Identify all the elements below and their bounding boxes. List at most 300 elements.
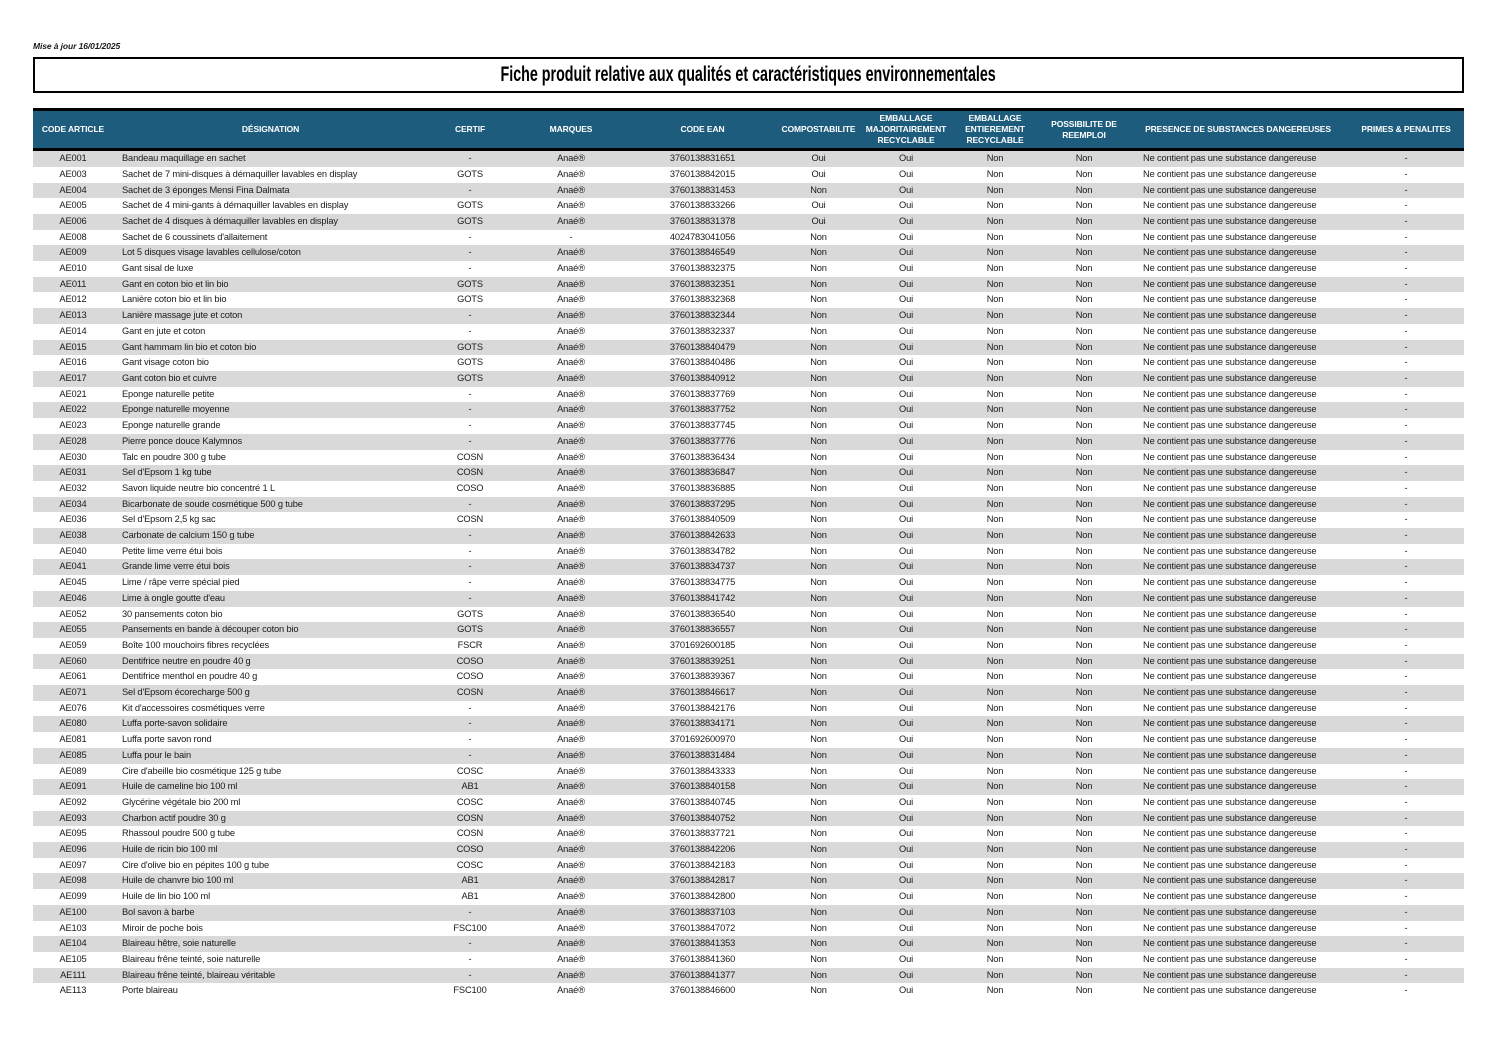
table-row — [33, 497, 1464, 513]
table-cell: Oui — [898, 278, 914, 289]
table-cell: - — [1404, 420, 1408, 431]
table-cell: Non — [986, 608, 1004, 619]
table-row — [33, 324, 1464, 340]
table-row — [33, 889, 1464, 905]
table-cell: - — [1404, 278, 1408, 289]
table-cell: Anaé® — [557, 922, 585, 933]
table-cell: AE052 — [59, 608, 87, 619]
table-cell: FSCR — [457, 639, 483, 650]
table-cell: Oui — [898, 577, 914, 588]
table-cell: - — [468, 749, 472, 760]
table-cell: Non — [1075, 294, 1093, 305]
table-cell: Non — [810, 372, 827, 383]
table-cell: Oui — [811, 153, 826, 164]
table-cell: Oui — [898, 671, 914, 682]
table-cell: Non — [1075, 765, 1093, 776]
table-cell: Huile de chanvre bio 100 ml — [122, 875, 234, 886]
table-cell: AE034 — [59, 498, 87, 509]
table-cell: Oui — [898, 420, 914, 431]
table-cell: Non — [810, 545, 827, 556]
table-cell: Oui — [898, 184, 914, 195]
table-cell: - — [468, 530, 472, 541]
table-cell: Non — [810, 498, 827, 509]
table-cell: Non — [1075, 514, 1093, 525]
table-cell: AE093 — [59, 812, 87, 823]
table-cell: Oui — [898, 844, 914, 855]
table-cell: Huile de ricin bio 100 ml — [122, 844, 218, 855]
table-cell: - — [468, 498, 472, 509]
table-cell: Anaé® — [557, 844, 585, 855]
table-cell: AE071 — [59, 687, 87, 698]
table-cell: Oui — [898, 702, 914, 713]
table-cell: - — [1404, 310, 1408, 321]
table-cell: AE004 — [59, 184, 87, 195]
table-cell: Non — [810, 420, 827, 431]
table-cell: Ne contient pas une substance dangereuse — [1143, 608, 1317, 619]
table-cell: Gant coton bio et cuivre — [122, 372, 217, 383]
table-cell: 3760138836847 — [669, 467, 736, 478]
table-cell: Eponge naturelle petite — [122, 388, 215, 399]
table-cell: Gant hammam lin bio et coton bio — [122, 341, 257, 352]
table-cell: GOTS — [457, 341, 483, 352]
table-cell: Ne contient pas une substance dangereuse — [1143, 734, 1317, 745]
table-cell: Ne contient pas une substance dangereuse — [1143, 796, 1317, 807]
table-cell: AE015 — [59, 341, 87, 352]
table-row — [33, 292, 1464, 308]
table-cell: - — [468, 420, 472, 431]
table-cell: Ne contient pas une substance dangereuse — [1143, 844, 1317, 855]
table-cell: Ne contient pas une substance dangereuse — [1143, 639, 1317, 650]
table-cell: Non — [986, 812, 1004, 823]
table-cell: Non — [1075, 875, 1093, 886]
table-cell: Anaé® — [557, 875, 585, 886]
table-cell: AE113 — [59, 985, 87, 996]
table-cell: Ne contient pas une substance dangereuse — [1143, 404, 1317, 415]
table-cell: Sachet de 4 mini-gants à démaquiller lavables en display — [122, 200, 349, 211]
table-cell: - — [1404, 624, 1408, 635]
table-cell: Non — [1075, 844, 1093, 855]
table-cell: Non — [986, 168, 1004, 179]
table-row — [33, 559, 1464, 575]
table-cell: - — [1404, 922, 1408, 933]
table-cell: Ne contient pas une substance dangereuse — [1143, 514, 1317, 525]
table-cell: Non — [810, 639, 827, 650]
table-cell: Ne contient pas une substance dangereuse — [1143, 577, 1317, 588]
table-cell: AE061 — [59, 671, 87, 682]
table-cell: - — [1404, 435, 1408, 446]
table-cell: Non — [986, 435, 1004, 446]
table-row — [33, 669, 1464, 685]
table-cell: Non — [810, 467, 827, 478]
table-cell: Charbon actif poudre 30 g — [122, 812, 226, 823]
table-cell: Huile de cameline bio 100 ml — [122, 781, 238, 792]
table-cell: Dentifrice menthol en poudre 40 g — [122, 671, 258, 682]
column-header-0: CODE ARTICLE — [33, 110, 113, 150]
table-cell: Non — [986, 859, 1004, 870]
table-cell: Luffa porte savon rond — [122, 734, 212, 745]
table-cell: Non — [1075, 969, 1093, 980]
table-cell: AE006 — [59, 215, 87, 226]
table-cell: Anaé® — [557, 592, 585, 603]
table-cell: Non — [986, 341, 1004, 352]
table-cell: GOTS — [457, 215, 483, 226]
table-cell: - — [1404, 859, 1408, 870]
table-cell: AE080 — [59, 718, 87, 729]
table-cell: Oui — [898, 875, 914, 886]
table-cell: Oui — [898, 655, 914, 666]
table-cell: Non — [986, 749, 1004, 760]
table-cell: Anaé® — [557, 859, 585, 870]
table-cell: Oui — [898, 891, 914, 902]
table-cell: AE005 — [59, 200, 87, 211]
table-cell: Non — [810, 435, 827, 446]
table-row — [33, 371, 1464, 387]
table-cell: Anaé® — [557, 577, 585, 588]
table-cell: - — [1404, 168, 1408, 179]
table-cell: Non — [810, 765, 827, 776]
table-cell: Pierre ponce douce Kalymnos — [122, 435, 242, 446]
table-cell: Non — [810, 687, 827, 698]
table-cell: - — [1404, 153, 1408, 164]
table-cell: Non — [810, 482, 827, 493]
table-cell: Sel d'Epsom écorecharge 500 g — [122, 687, 250, 698]
table-row — [33, 198, 1464, 214]
table-cell: AE031 — [59, 467, 87, 478]
table-cell: - — [1404, 906, 1408, 917]
table-cell: Anaé® — [557, 749, 585, 760]
table-cell: Ne contient pas une substance dangereuse — [1143, 498, 1317, 509]
table-cell: AE105 — [59, 954, 87, 964]
table-cell: Ne contient pas une substance dangereuse — [1143, 325, 1317, 336]
table-cell: Oui — [898, 153, 914, 164]
table-cell: Sachet de 7 mini-disques à démaquiller lavables en display — [122, 168, 358, 179]
table-cell: Ne contient pas une substance dangereuse — [1143, 420, 1317, 431]
table-cell: Ne contient pas une substance dangereuse — [1143, 278, 1317, 289]
table-row — [33, 261, 1464, 277]
table-cell: Non — [810, 985, 827, 996]
table-cell: - — [1404, 687, 1408, 698]
table-cell: Bandeau maquillage en sachet — [122, 153, 246, 164]
table-cell: - — [1404, 561, 1408, 572]
table-cell: Gant sisal de luxe — [122, 263, 194, 274]
table-cell: - — [468, 592, 472, 603]
table-cell: 3760138842183 — [669, 859, 736, 870]
table-cell: - — [468, 577, 472, 588]
table-cell: Non — [986, 388, 1004, 399]
table-cell: Non — [986, 891, 1004, 902]
table-cell: GOTS — [457, 357, 483, 368]
table-cell: - — [569, 231, 573, 242]
table-row — [33, 654, 1464, 670]
table-cell: AE091 — [59, 781, 87, 792]
table-cell: AE022 — [59, 404, 87, 415]
table-cell: Non — [1075, 467, 1093, 478]
table-cell: Oui — [898, 247, 914, 258]
table-cell: AE038 — [59, 530, 87, 541]
table-cell: Non — [810, 702, 827, 713]
table-cell: - — [1404, 781, 1408, 792]
table-row — [33, 528, 1464, 544]
table-cell: COSN — [456, 828, 484, 839]
table-cell: Oui — [898, 404, 914, 415]
table-cell: Non — [986, 215, 1004, 226]
table-row — [33, 591, 1464, 607]
table-cell: - — [1404, 451, 1408, 462]
table-cell: Non — [810, 577, 827, 588]
table-cell: Non — [1075, 655, 1093, 666]
table-cell: Dentifrice neutre en poudre 40 g — [122, 655, 251, 666]
table-cell: 3760138837769 — [669, 388, 736, 399]
table-cell: Non — [1075, 702, 1093, 713]
table-cell: Oui — [898, 954, 914, 964]
table-cell: Non — [1075, 420, 1093, 431]
table-cell: - — [1404, 765, 1408, 776]
table-cell: Oui — [898, 734, 914, 745]
table-cell: Non — [986, 153, 1004, 164]
table-cell: - — [1404, 184, 1408, 195]
table-cell: Non — [986, 906, 1004, 917]
table-cell: GOTS — [457, 168, 483, 179]
table-cell: Ne contient pas une substance dangereuse — [1143, 451, 1317, 462]
table-cell: Eponge naturelle moyenne — [122, 404, 230, 415]
table-cell: 3760138837752 — [669, 404, 736, 415]
table-cell: AE001 — [59, 153, 87, 164]
table-cell: AE017 — [59, 372, 87, 383]
table-cell: Oui — [898, 168, 914, 179]
table-cell: AE059 — [59, 639, 87, 650]
table-cell: 3760138841742 — [669, 592, 736, 603]
table-cell: Non — [986, 467, 1004, 478]
table-cell: 3760138837103 — [669, 906, 736, 917]
table-cell: 3760138840752 — [669, 812, 736, 823]
table-cell: Lanière massage jute et coton — [122, 310, 243, 321]
table-cell: Non — [1075, 451, 1093, 462]
table-cell: Oui — [898, 294, 914, 305]
table-cell: - — [1404, 294, 1408, 305]
table-cell: 3760138834171 — [669, 718, 736, 729]
table-row — [33, 387, 1464, 403]
table-cell: Anaé® — [557, 734, 585, 745]
table-cell: Non — [1075, 938, 1093, 949]
table-cell: Ne contient pas une substance dangereuse — [1143, 875, 1317, 886]
table-cell: Ne contient pas une substance dangereuse — [1143, 922, 1317, 933]
table-cell: Non — [810, 844, 827, 855]
table-cell: Sachet de 3 éponges Mensi Fina Dalmata — [122, 184, 290, 195]
table-cell: - — [1404, 325, 1408, 336]
table-cell: Anaé® — [557, 341, 585, 352]
table-cell: AE032 — [59, 482, 87, 493]
table-cell: FSC100 — [453, 922, 487, 933]
table-cell: AE009 — [59, 247, 87, 258]
table-cell: Non — [986, 420, 1004, 431]
table-cell: Anaé® — [557, 294, 585, 305]
table-cell: - — [468, 969, 472, 980]
table-cell: Boîte 100 mouchoirs fibres recyclées — [122, 639, 270, 650]
table-row — [33, 245, 1464, 261]
table-cell: - — [1404, 231, 1408, 242]
table-cell: Oui — [898, 765, 914, 776]
table-cell: Non — [810, 875, 827, 886]
table-cell: Ne contient pas une substance dangereuse — [1143, 467, 1317, 478]
table-cell: COSN — [456, 451, 484, 462]
table-cell: Non — [810, 294, 827, 305]
table-cell: 3760138842176 — [669, 702, 736, 713]
table-cell: AE028 — [59, 435, 87, 446]
table-cell: Non — [810, 859, 827, 870]
table-cell: 3760138841353 — [669, 938, 736, 949]
table-cell: AE092 — [59, 796, 87, 807]
table-cell: COSN — [456, 687, 484, 698]
table-cell: Anaé® — [557, 639, 585, 650]
table-cell: Oui — [898, 357, 914, 368]
table-cell: Oui — [898, 561, 914, 572]
table-cell: Ne contient pas une substance dangereuse — [1143, 828, 1317, 839]
table-cell: - — [468, 561, 472, 572]
table-cell: Non — [810, 247, 827, 258]
table-cell: Non — [810, 388, 827, 399]
table-cell: Non — [1075, 859, 1093, 870]
table-cell: Non — [1075, 388, 1093, 399]
table-row — [33, 544, 1464, 560]
table-row — [33, 183, 1464, 199]
table-cell: Non — [1075, 435, 1093, 446]
table-cell: GOTS — [457, 624, 483, 635]
table-cell: - — [1404, 844, 1408, 855]
table-cell: Oui — [898, 624, 914, 635]
table-cell: Sachet de 4 disques à démaquiller lavables en display — [122, 215, 338, 226]
table-cell: Anaé® — [557, 530, 585, 541]
table-cell: COSC — [456, 796, 484, 807]
table-cell: Non — [810, 969, 827, 980]
table-cell: Anaé® — [557, 624, 585, 635]
table-cell: 3760138832337 — [669, 325, 736, 336]
table-cell: AE104 — [59, 938, 87, 949]
table-row — [33, 983, 1464, 999]
table-cell: Anaé® — [557, 467, 585, 478]
table-cell: Non — [810, 812, 827, 823]
table-cell: Carbonate de calcium 150 g tube — [122, 530, 255, 541]
table-cell: 3760138839367 — [669, 671, 736, 682]
table-cell: AE096 — [59, 844, 87, 855]
table-row — [33, 795, 1464, 811]
table-cell: Anaé® — [557, 718, 585, 729]
table-cell: FSC100 — [453, 985, 487, 996]
table-cell: - — [468, 310, 472, 321]
table-cell: AE012 — [59, 294, 87, 305]
table-cell: - — [1404, 592, 1408, 603]
table-cell: 3760138846617 — [669, 687, 736, 698]
table-cell: 3760138837776 — [669, 435, 736, 446]
table-cell: Non — [986, 796, 1004, 807]
table-cell: Gant en jute et coton — [122, 325, 206, 336]
table-cell: Anaé® — [557, 357, 585, 368]
table-cell: 3760138833266 — [669, 200, 736, 211]
table-cell: 3760138840745 — [669, 796, 736, 807]
column-header-9: PRESENCE DE SUBSTANCES DANGEREUSES — [1128, 110, 1348, 150]
table-cell: Non — [810, 184, 827, 195]
table-cell: AE111 — [60, 969, 86, 980]
table-cell: Non — [1075, 687, 1093, 698]
table-cell: Non — [986, 357, 1004, 368]
table-cell: - — [468, 388, 472, 399]
table-cell: Ne contient pas une substance dangereuse — [1143, 530, 1317, 541]
table-cell: Non — [1075, 561, 1093, 572]
table-cell: AE089 — [59, 765, 87, 776]
table-cell: Non — [1075, 482, 1093, 493]
table-cell: 3760138832344 — [669, 310, 736, 321]
table-cell: Talc en poudre 300 g tube — [122, 451, 226, 462]
table-cell: Non — [810, 592, 827, 603]
table-row — [33, 905, 1464, 921]
table-cell: Oui — [898, 325, 914, 336]
table-cell: Anaé® — [557, 765, 585, 776]
table-cell: - — [1404, 404, 1408, 415]
table-cell: AB1 — [461, 875, 479, 886]
table-cell: - — [1404, 514, 1408, 525]
table-cell: AB1 — [461, 891, 479, 902]
table-cell: Oui — [898, 514, 914, 525]
table-cell: Oui — [898, 482, 914, 493]
table-cell: Anaé® — [557, 435, 585, 446]
table-cell: Non — [1075, 184, 1093, 195]
table-row — [33, 842, 1464, 858]
table-cell: Oui — [898, 796, 914, 807]
product-table — [33, 108, 1464, 999]
table-cell: Non — [1075, 231, 1093, 242]
table-cell: Oui — [898, 922, 914, 933]
table-cell: Non — [986, 781, 1004, 792]
table-cell: 3760138832375 — [669, 263, 736, 274]
table-cell: AE030 — [59, 451, 87, 462]
table-cell: Non — [1075, 608, 1093, 619]
table-cell: Non — [810, 734, 827, 745]
table-cell: GOTS — [457, 372, 483, 383]
table-row — [33, 685, 1464, 701]
table-cell: 3760138840486 — [669, 357, 736, 368]
table-cell: Oui — [898, 749, 914, 760]
table-cell: AB1 — [461, 781, 479, 792]
table-row — [33, 230, 1464, 246]
table-cell: Oui — [811, 200, 826, 211]
table-row — [33, 575, 1464, 591]
table-row — [33, 748, 1464, 764]
table-cell: - — [1404, 812, 1408, 823]
table-cell: Anaé® — [557, 954, 585, 964]
table-cell: Non — [1075, 828, 1093, 839]
table-cell: Oui — [898, 985, 914, 996]
column-header-6: EMBALLAGE MAJORITAIREMENT RECYCLABLE — [862, 110, 950, 150]
table-cell: Anaé® — [557, 278, 585, 289]
table-cell: Luffa porte-savon solidaire — [122, 718, 228, 729]
table-cell: - — [1404, 828, 1408, 839]
table-cell: Lime à ongle goutte d'eau — [122, 592, 225, 603]
table-cell: Non — [810, 263, 827, 274]
table-cell: Non — [1075, 372, 1093, 383]
table-cell: 3760138836557 — [669, 624, 736, 635]
table-cell: Ne contient pas une substance dangereuse — [1143, 215, 1317, 226]
table-cell: Non — [810, 796, 827, 807]
table-cell: Anaé® — [557, 655, 585, 666]
table-cell: Ne contient pas une substance dangereuse — [1143, 592, 1317, 603]
table-cell: 3760138832351 — [669, 278, 736, 289]
table-cell: COSO — [456, 482, 484, 493]
table-cell: Non — [810, 891, 827, 902]
table-row — [33, 811, 1464, 827]
table-cell: 3760138842817 — [669, 875, 736, 886]
table-cell: 3760138842800 — [669, 891, 736, 902]
table-cell: Anaé® — [557, 325, 585, 336]
table-row — [33, 481, 1464, 497]
